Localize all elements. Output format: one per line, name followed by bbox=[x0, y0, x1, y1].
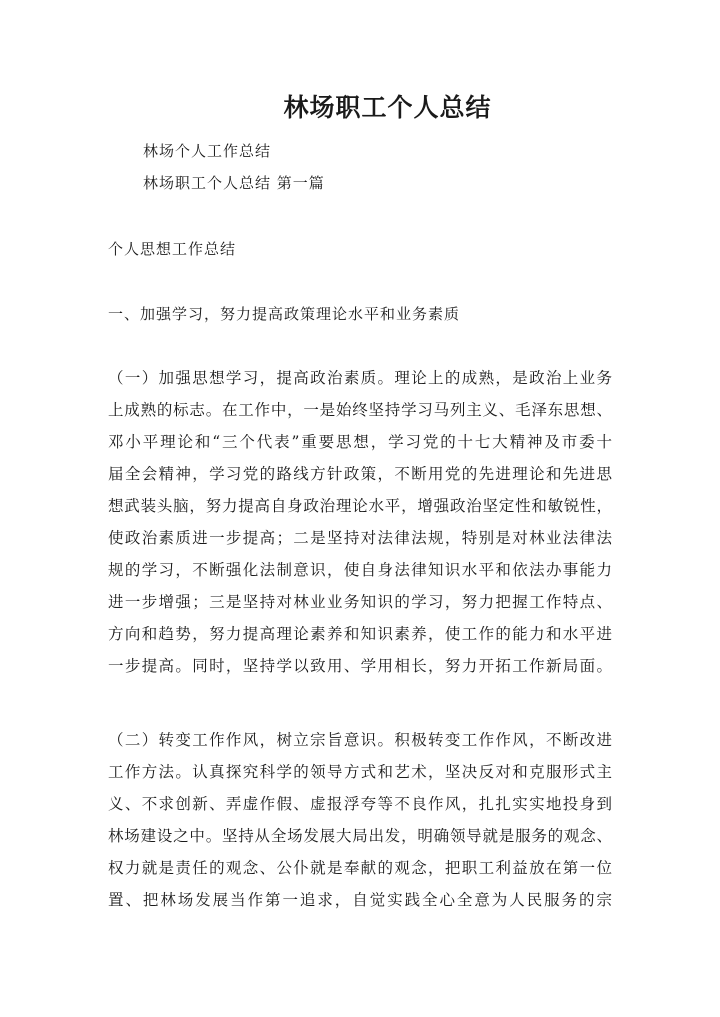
paragraph-line: 置、把林场发展当作第一追求，自觉实践全心全意为人民服务的宗 bbox=[108, 891, 612, 909]
paragraph-line: 一步提高。同时，坚持学以致用、学用相长，努力开拓工作新局面。 bbox=[108, 657, 612, 675]
document-title: 林场职工个人总结 bbox=[283, 93, 492, 122]
part-heading: 一、加强学习，努力提高政策理论水平和业务素质 bbox=[108, 305, 461, 323]
paragraph-line: 工作方法。认真探究科学的领导方式和艺术，坚决反对和克服形式主 bbox=[108, 763, 612, 781]
section-heading: 个人思想工作总结 bbox=[108, 240, 237, 258]
paragraph-1 bbox=[108, 362, 612, 682]
paragraph-line: 方向和趋势，努力提高理论素养和知识素养，使工作的能力和水平进 bbox=[108, 625, 612, 643]
paragraph-line: 使政治素质进一步提高；二是坚持对法律法规，特别是对林业法律法 bbox=[108, 529, 612, 547]
paragraph-2 bbox=[108, 724, 612, 916]
subtitle-work-summary: 林场个人工作总结 bbox=[143, 142, 272, 160]
paragraph-line: 进一步增强；三是坚持对林业业务知识的学习，努力把握工作特点、 bbox=[108, 593, 612, 611]
paragraph-line: 规的学习，不断强化法制意识，使自身法律知识水平和依法办事能力 bbox=[108, 561, 612, 579]
paragraph-line: 义、不求创新、弄虚作假、虚报浮夸等不良作风，扎扎实实地投身到 bbox=[108, 795, 612, 813]
paragraph-line: 邓小平理论和“三个代表”重要思想，学习党的十七大精神及市委十 bbox=[108, 433, 612, 451]
paragraph-line: 想武装头脑，努力提高自身政治理论水平，增强政治坚定性和敏锐性， bbox=[108, 497, 612, 515]
paragraph-line: 权力就是责任的观念、公仆就是奉献的观念，把职工利益放在第一位 bbox=[108, 859, 612, 877]
paragraph-line: （一）加强思想学习，提高政治素质。理论上的成熟，是政治上业务 bbox=[108, 369, 612, 387]
paragraph-line: 林场建设之中。坚持从全场发展大局出发，明确领导就是服务的观念、 bbox=[108, 827, 612, 845]
subtitle-first-article: 林场职工个人总结 第一篇 bbox=[143, 174, 325, 192]
paragraph-line: 上成熟的标志。在工作中，一是始终坚持学习马列主义、毛泽东思想、 bbox=[108, 401, 612, 419]
paragraph-line: （二）转变工作作风，树立宗旨意识。积极转变工作作风，不断改进 bbox=[108, 731, 612, 749]
paragraph-line: 届全会精神，学习党的路线方针政策，不断用党的先进理论和先进思 bbox=[108, 465, 612, 483]
